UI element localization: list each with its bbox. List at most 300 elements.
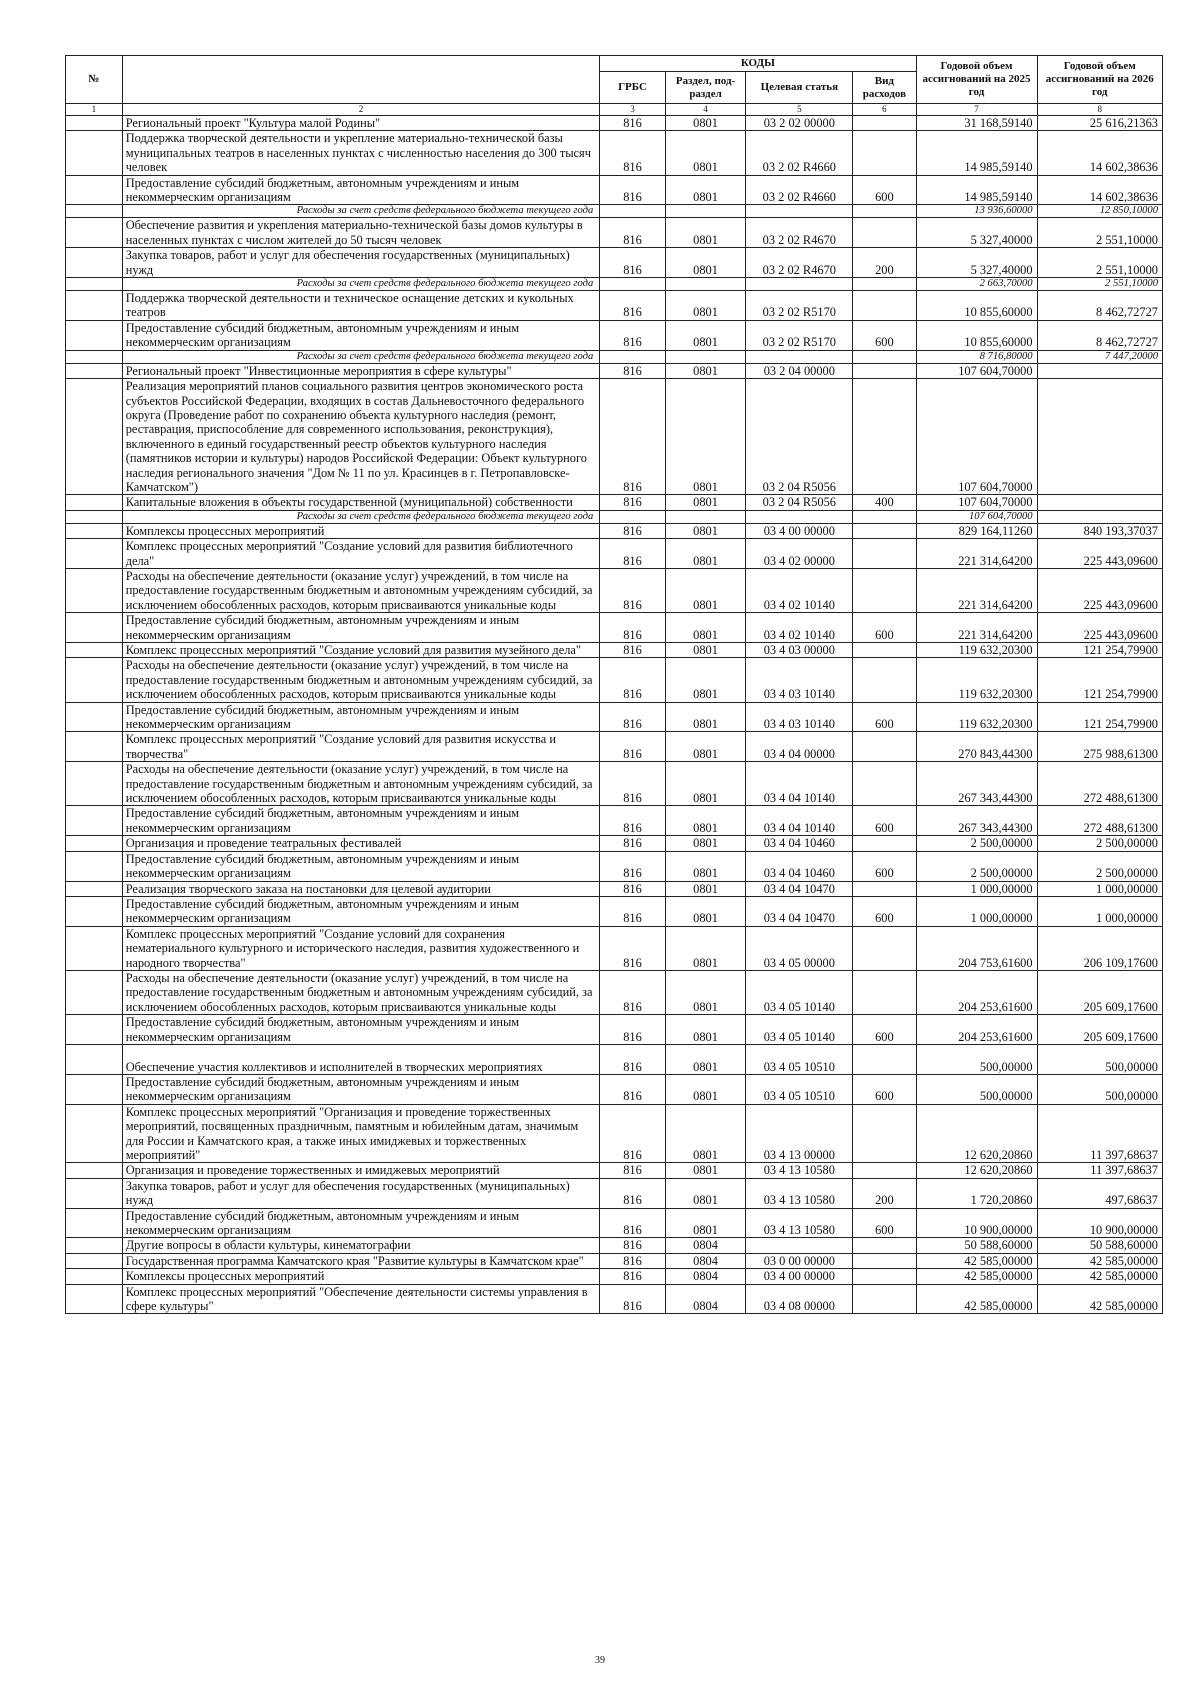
cell-target-article — [746, 278, 853, 291]
cell-expense-kind: 600 — [853, 806, 916, 836]
cell-volume-2025: 119 632,20300 — [916, 643, 1037, 658]
table-row — [66, 1208, 1163, 1238]
cell-volume-2026: 225 443,09600 — [1037, 613, 1162, 643]
header-colnum: 5 — [746, 104, 853, 116]
cell-volume-2026: 272 488,61300 — [1037, 806, 1162, 836]
cell-name: Расходы на обеспечение деятельности (оказание услуг) учреждений, в том числе на предоставление государственным бюджетным и автономным учреждениям субсидий, за исключением обособленных расходов, которым присваиваются уникальные коды — [122, 568, 600, 612]
table-row — [66, 1044, 1163, 1074]
cell-target-article: 03 4 04 10460 — [746, 851, 853, 881]
cell-expense-kind: 600 — [853, 613, 916, 643]
page-number: 39 — [595, 1655, 605, 1666]
cell-name: Предоставление субсидий бюджетным, автономным учреждениям и иным некоммерческим организациям — [122, 1208, 600, 1238]
cell-expense-kind: 600 — [853, 851, 916, 881]
table-row — [66, 248, 1163, 278]
cell-section: 0801 — [665, 806, 746, 836]
cell-section: 0801 — [665, 379, 746, 495]
cell-section: 0801 — [665, 836, 746, 851]
cell-volume-2026: 42 585,00000 — [1037, 1284, 1162, 1314]
cell-grbs: 816 — [600, 1104, 665, 1163]
table-row — [66, 568, 1163, 612]
cell-grbs: 816 — [600, 1044, 665, 1074]
cell-name: Предоставление субсидий бюджетным, автономным учреждениям и иным некоммерческим организациям — [122, 175, 600, 205]
cell-name: Обеспечение развития и укрепления материально-технической базы домов культуры в населенных пунктах с числом жителей до 50 тысяч человек — [122, 218, 600, 248]
table-row — [66, 806, 1163, 836]
cell-name: Обеспечение участия коллективов и исполнителей в творческих мероприятиях — [122, 1044, 600, 1074]
cell-number — [66, 613, 123, 643]
cell-grbs: 816 — [600, 568, 665, 612]
cell-expense-kind — [853, 762, 916, 806]
cell-volume-2026: 12 850,10000 — [1037, 205, 1162, 218]
cell-name: Комплексы процессных мероприятий — [122, 523, 600, 538]
cell-name: Предоставление субсидий бюджетным, автономным учреждениям и иным некоммерческим организациям — [122, 851, 600, 881]
cell-section — [665, 205, 746, 218]
cell-volume-2026: 25 616,21363 — [1037, 116, 1162, 131]
cell-volume-2025: 1 000,00000 — [916, 896, 1037, 926]
cell-section: 0801 — [665, 732, 746, 762]
cell-target-article: 03 4 05 00000 — [746, 926, 853, 970]
table-row — [66, 851, 1163, 881]
cell-number — [66, 643, 123, 658]
cell-volume-2026: 1 000,00000 — [1037, 881, 1162, 896]
cell-name: Организация и проведение театральных фестивалей — [122, 836, 600, 851]
cell-name: Комплекс процессных мероприятий "Создание условий для развития библиотечного дела" — [122, 539, 600, 569]
header-volume-2025: Годовой объем ассигнований на 2025 год — [916, 56, 1037, 104]
cell-target-article: 03 2 04 00000 — [746, 363, 853, 378]
cell-number — [66, 658, 123, 702]
cell-grbs: 816 — [600, 539, 665, 569]
cell-expense-kind — [853, 1284, 916, 1314]
cell-number — [66, 806, 123, 836]
cell-expense-kind — [853, 1163, 916, 1178]
cell-number — [66, 523, 123, 538]
cell-volume-2026: 8 462,72727 — [1037, 291, 1162, 321]
cell-expense-kind — [853, 643, 916, 658]
table-row — [66, 291, 1163, 321]
cell-section: 0801 — [665, 131, 746, 175]
cell-name: Предоставление субсидий бюджетным, автономным учреждениям и иным некоммерческим организациям — [122, 702, 600, 732]
cell-volume-2026: 11 397,68637 — [1037, 1104, 1162, 1163]
cell-section: 0801 — [665, 1178, 746, 1208]
cell-volume-2025: 5 327,40000 — [916, 218, 1037, 248]
table-row — [66, 926, 1163, 970]
cell-name: Предоставление субсидий бюджетным, автономным учреждениям и иным некоммерческим организациям — [122, 613, 600, 643]
cell-grbs: 816 — [600, 1269, 665, 1284]
cell-section: 0801 — [665, 320, 746, 350]
cell-expense-kind — [853, 205, 916, 218]
cell-target-article: 03 4 02 00000 — [746, 539, 853, 569]
cell-volume-2026: 225 443,09600 — [1037, 568, 1162, 612]
cell-number — [66, 131, 123, 175]
cell-number — [66, 510, 123, 523]
cell-target-article: 03 4 00 00000 — [746, 523, 853, 538]
cell-section: 0801 — [665, 643, 746, 658]
cell-volume-2025: 1 720,20860 — [916, 1178, 1037, 1208]
header-colnum: 3 — [600, 104, 665, 116]
cell-grbs: 816 — [600, 116, 665, 131]
cell-volume-2025: 12 620,20860 — [916, 1163, 1037, 1178]
cell-expense-kind: 600 — [853, 1074, 916, 1104]
cell-target-article: 03 2 02 R4670 — [746, 248, 853, 278]
cell-volume-2025: 2 663,70000 — [916, 278, 1037, 291]
cell-grbs: 816 — [600, 1208, 665, 1238]
cell-volume-2025: 2 500,00000 — [916, 851, 1037, 881]
cell-volume-2025: 12 620,20860 — [916, 1104, 1037, 1163]
cell-grbs: 816 — [600, 1284, 665, 1314]
cell-volume-2026: 121 254,79900 — [1037, 658, 1162, 702]
cell-expense-kind — [853, 363, 916, 378]
cell-grbs: 816 — [600, 643, 665, 658]
cell-target-article: 03 4 02 10140 — [746, 568, 853, 612]
cell-section: 0801 — [665, 523, 746, 538]
cell-section: 0801 — [665, 881, 746, 896]
cell-grbs: 816 — [600, 881, 665, 896]
header-colnum: 7 — [916, 104, 1037, 116]
cell-volume-2026 — [1037, 379, 1162, 495]
table-row — [66, 836, 1163, 851]
cell-grbs: 816 — [600, 702, 665, 732]
cell-number — [66, 320, 123, 350]
cell-target-article: 03 4 04 10470 — [746, 881, 853, 896]
table-header — [66, 56, 1163, 116]
cell-volume-2025: 42 585,00000 — [916, 1284, 1037, 1314]
cell-expense-kind — [853, 350, 916, 363]
cell-volume-2025: 107 604,70000 — [916, 363, 1037, 378]
cell-target-article: 03 2 02 R4660 — [746, 131, 853, 175]
cell-number — [66, 1269, 123, 1284]
cell-expense-kind — [853, 1253, 916, 1268]
cell-volume-2026: 2 500,00000 — [1037, 851, 1162, 881]
header-expense-kind: Вид расходов — [853, 72, 916, 104]
cell-grbs: 816 — [600, 1178, 665, 1208]
cell-expense-kind: 600 — [853, 1208, 916, 1238]
cell-section: 0801 — [665, 702, 746, 732]
cell-expense-kind — [853, 881, 916, 896]
cell-number — [66, 291, 123, 321]
cell-volume-2025: 2 500,00000 — [916, 836, 1037, 851]
cell-target-article: 03 4 03 10140 — [746, 702, 853, 732]
table-row — [66, 762, 1163, 806]
cell-volume-2026: 42 585,00000 — [1037, 1253, 1162, 1268]
header-name — [122, 56, 600, 104]
cell-section: 0801 — [665, 1044, 746, 1074]
table-row — [66, 320, 1163, 350]
cell-grbs: 816 — [600, 1163, 665, 1178]
cell-expense-kind — [853, 218, 916, 248]
cell-expense-kind: 600 — [853, 175, 916, 205]
cell-expense-kind — [853, 291, 916, 321]
cell-target-article: 03 2 04 R5056 — [746, 495, 853, 510]
cell-number — [66, 1178, 123, 1208]
cell-volume-2026: 225 443,09600 — [1037, 539, 1162, 569]
cell-grbs: 816 — [600, 523, 665, 538]
cell-volume-2025: 119 632,20300 — [916, 658, 1037, 702]
cell-target-article: 03 2 02 R5170 — [746, 320, 853, 350]
cell-name: Другие вопросы в области культуры, кинематографии — [122, 1238, 600, 1253]
cell-expense-kind — [853, 131, 916, 175]
cell-name: Комплекс процессных мероприятий "Обеспечение деятельности системы управления в сфере культуры" — [122, 1284, 600, 1314]
cell-volume-2026: 206 109,17600 — [1037, 926, 1162, 970]
cell-number — [66, 1208, 123, 1238]
cell-volume-2025: 42 585,00000 — [916, 1269, 1037, 1284]
cell-volume-2026: 205 609,17600 — [1037, 1015, 1162, 1045]
cell-section: 0801 — [665, 363, 746, 378]
cell-volume-2025: 107 604,70000 — [916, 510, 1037, 523]
cell-section: 0801 — [665, 291, 746, 321]
cell-name: Расходы на обеспечение деятельности (оказание услуг) учреждений, в том числе на предоставление государственным бюджетным и автономным учреждениям субсидий, за исключением обособленных расходов, которым присваиваются уникальные коды — [122, 970, 600, 1014]
cell-volume-2025: 50 588,60000 — [916, 1238, 1037, 1253]
cell-grbs: 816 — [600, 806, 665, 836]
cell-section: 0801 — [665, 658, 746, 702]
cell-volume-2026: 1 000,00000 — [1037, 896, 1162, 926]
header-colnum: 4 — [665, 104, 746, 116]
cell-section: 0801 — [665, 248, 746, 278]
cell-target-article: 03 4 03 10140 — [746, 658, 853, 702]
cell-section: 0801 — [665, 1074, 746, 1104]
cell-grbs — [600, 205, 665, 218]
cell-grbs: 816 — [600, 379, 665, 495]
cell-grbs: 816 — [600, 1015, 665, 1045]
cell-volume-2025: 107 604,70000 — [916, 379, 1037, 495]
cell-expense-kind: 600 — [853, 320, 916, 350]
cell-name: Комплекс процессных мероприятий "Организация и проведение торжественных мероприятий, посвященных праздничным, памятным и юбилейным датам, значимым для России и Камчатского края, а также иных имиджевых и торжественных мероприятий" — [122, 1104, 600, 1163]
cell-number — [66, 762, 123, 806]
cell-target-article — [746, 350, 853, 363]
header-section: Раздел, под-раздел — [665, 72, 746, 104]
cell-target-article — [746, 205, 853, 218]
cell-volume-2025: 500,00000 — [916, 1044, 1037, 1074]
cell-expense-kind — [853, 1104, 916, 1163]
cell-volume-2025: 10 855,60000 — [916, 320, 1037, 350]
cell-section: 0801 — [665, 896, 746, 926]
cell-expense-kind — [853, 278, 916, 291]
cell-section: 0801 — [665, 116, 746, 131]
cell-number — [66, 881, 123, 896]
cell-volume-2026: 205 609,17600 — [1037, 970, 1162, 1014]
cell-volume-2026: 14 602,38636 — [1037, 175, 1162, 205]
cell-name: Предоставление субсидий бюджетным, автономным учреждениям и иным некоммерческим организациям — [122, 806, 600, 836]
cell-number — [66, 896, 123, 926]
cell-volume-2025: 14 985,59140 — [916, 131, 1037, 175]
cell-target-article: 03 4 03 00000 — [746, 643, 853, 658]
cell-target-article: 03 4 13 10580 — [746, 1208, 853, 1238]
cell-expense-kind — [853, 970, 916, 1014]
table-row — [66, 1269, 1163, 1284]
cell-section: 0804 — [665, 1238, 746, 1253]
cell-number — [66, 1284, 123, 1314]
cell-section: 0801 — [665, 926, 746, 970]
cell-name: Комплексы процессных мероприятий — [122, 1269, 600, 1284]
cell-volume-2026: 497,68637 — [1037, 1178, 1162, 1208]
cell-volume-2026: 7 447,20000 — [1037, 350, 1162, 363]
cell-target-article: 03 4 13 10580 — [746, 1178, 853, 1208]
cell-section: 0801 — [665, 762, 746, 806]
cell-volume-2025: 270 843,44300 — [916, 732, 1037, 762]
cell-volume-2026: 272 488,61300 — [1037, 762, 1162, 806]
table-row — [66, 881, 1163, 896]
cell-section: 0801 — [665, 495, 746, 510]
cell-target-article: 03 4 00 00000 — [746, 1269, 853, 1284]
cell-name: Предоставление субсидий бюджетным, автономным учреждениям и иным некоммерческим организациям — [122, 320, 600, 350]
table-row — [66, 896, 1163, 926]
cell-expense-kind — [853, 1238, 916, 1253]
cell-name: Поддержка творческой деятельности и укрепление материально-технической базы муниципальных театров в населенных пунктах с численностью населения до 300 тысяч человек — [122, 131, 600, 175]
cell-number — [66, 116, 123, 131]
cell-section: 0804 — [665, 1253, 746, 1268]
cell-expense-kind — [853, 1044, 916, 1074]
cell-name: Комплекс процессных мероприятий "Создание условий для сохранения нематериального культурного и исторического наследия, развития художественного и народного творчества" — [122, 926, 600, 970]
cell-number — [66, 970, 123, 1014]
cell-target-article: 03 4 02 10140 — [746, 613, 853, 643]
cell-expense-kind — [853, 568, 916, 612]
cell-target-article: 03 4 05 10140 — [746, 1015, 853, 1045]
budget-table — [65, 55, 1163, 1314]
cell-name: Расходы за счет средств федерального бюджета текущего года — [122, 510, 600, 523]
cell-expense-kind: 200 — [853, 1178, 916, 1208]
cell-expense-kind — [853, 658, 916, 702]
cell-volume-2025: 829 164,11260 — [916, 523, 1037, 538]
cell-grbs — [600, 510, 665, 523]
cell-number — [66, 926, 123, 970]
cell-volume-2025: 119 632,20300 — [916, 702, 1037, 732]
header-colnum: 2 — [122, 104, 600, 116]
cell-number — [66, 363, 123, 378]
cell-number — [66, 1238, 123, 1253]
cell-volume-2025: 204 253,61600 — [916, 970, 1037, 1014]
cell-volume-2025: 31 168,59140 — [916, 116, 1037, 131]
cell-section — [665, 350, 746, 363]
cell-name: Региональный проект "Инвестиционные мероприятия в сфере культуры" — [122, 363, 600, 378]
cell-target-article — [746, 1238, 853, 1253]
cell-number — [66, 836, 123, 851]
header-volume-2026: Годовой объем ассигнований на 2026 год — [1037, 56, 1162, 104]
cell-expense-kind — [853, 379, 916, 495]
cell-expense-kind: 600 — [853, 702, 916, 732]
cell-target-article: 03 4 04 00000 — [746, 732, 853, 762]
table-row — [66, 732, 1163, 762]
cell-section: 0801 — [665, 1015, 746, 1045]
cell-section: 0804 — [665, 1284, 746, 1314]
table-row — [66, 175, 1163, 205]
cell-target-article: 03 2 02 00000 — [746, 116, 853, 131]
header-codes: КОДЫ — [600, 56, 916, 72]
table-row — [66, 1178, 1163, 1208]
cell-volume-2026: 2 500,00000 — [1037, 836, 1162, 851]
cell-volume-2025: 221 314,64200 — [916, 539, 1037, 569]
cell-expense-kind — [853, 732, 916, 762]
cell-volume-2025: 1 000,00000 — [916, 881, 1037, 896]
cell-target-article: 03 2 02 R5170 — [746, 291, 853, 321]
cell-number — [66, 350, 123, 363]
cell-name: Закупка товаров, работ и услуг для обеспечения государственных (муниципальных) нужд — [122, 1178, 600, 1208]
cell-grbs: 816 — [600, 1238, 665, 1253]
cell-section: 0801 — [665, 851, 746, 881]
cell-expense-kind: 600 — [853, 896, 916, 926]
cell-expense-kind — [853, 523, 916, 538]
cell-grbs: 816 — [600, 613, 665, 643]
cell-grbs: 816 — [600, 732, 665, 762]
cell-target-article: 03 4 05 10510 — [746, 1074, 853, 1104]
cell-number — [66, 568, 123, 612]
cell-number — [66, 278, 123, 291]
cell-section: 0801 — [665, 1163, 746, 1178]
cell-volume-2026: 2 551,10000 — [1037, 278, 1162, 291]
cell-volume-2026: 11 397,68637 — [1037, 1163, 1162, 1178]
cell-number — [66, 1074, 123, 1104]
cell-volume-2026: 2 551,10000 — [1037, 248, 1162, 278]
table-row — [66, 1253, 1163, 1268]
header-number: № — [66, 56, 123, 104]
table-row — [66, 1163, 1163, 1178]
cell-number — [66, 175, 123, 205]
cell-volume-2026 — [1037, 510, 1162, 523]
cell-name: Расходы за счет средств федерального бюджета текущего года — [122, 278, 600, 291]
cell-section — [665, 510, 746, 523]
cell-volume-2025: 10 855,60000 — [916, 291, 1037, 321]
table-row — [66, 539, 1163, 569]
header-colnum: 8 — [1037, 104, 1162, 116]
cell-volume-2025: 267 343,44300 — [916, 806, 1037, 836]
cell-section: 0801 — [665, 539, 746, 569]
cell-volume-2026: 10 900,00000 — [1037, 1208, 1162, 1238]
cell-grbs: 816 — [600, 926, 665, 970]
table-row — [66, 523, 1163, 538]
cell-section: 0801 — [665, 970, 746, 1014]
cell-expense-kind — [853, 926, 916, 970]
cell-section: 0804 — [665, 1269, 746, 1284]
header-target-article: Целевая статья — [746, 72, 853, 104]
cell-target-article: 03 0 00 00000 — [746, 1253, 853, 1268]
cell-section: 0801 — [665, 568, 746, 612]
cell-volume-2026 — [1037, 363, 1162, 378]
cell-volume-2026: 500,00000 — [1037, 1044, 1162, 1074]
cell-number — [66, 379, 123, 495]
cell-grbs: 816 — [600, 248, 665, 278]
cell-volume-2026: 121 254,79900 — [1037, 643, 1162, 658]
cell-grbs: 816 — [600, 1253, 665, 1268]
cell-number — [66, 702, 123, 732]
cell-target-article: 03 4 04 10460 — [746, 836, 853, 851]
table-row — [66, 970, 1163, 1014]
cell-name: Расходы за счет средств федерального бюджета текущего года — [122, 205, 600, 218]
note-row — [66, 278, 1163, 291]
cell-name: Реализация творческого заказа на постановки для целевой аудитории — [122, 881, 600, 896]
table-row — [66, 116, 1163, 131]
cell-target-article: 03 4 05 10510 — [746, 1044, 853, 1074]
cell-volume-2025: 13 936,60000 — [916, 205, 1037, 218]
table-row — [66, 1104, 1163, 1163]
cell-section — [665, 278, 746, 291]
cell-name: Предоставление субсидий бюджетным, автономным учреждениям и иным некоммерческим организациям — [122, 1015, 600, 1045]
cell-number — [66, 1104, 123, 1163]
cell-target-article: 03 4 08 00000 — [746, 1284, 853, 1314]
table-row — [66, 1015, 1163, 1045]
table-row — [66, 131, 1163, 175]
cell-target-article: 03 4 05 10140 — [746, 970, 853, 1014]
cell-number — [66, 495, 123, 510]
cell-name: Государственная программа Камчатского края "Развитие культуры в Камчатском крае" — [122, 1253, 600, 1268]
cell-number — [66, 218, 123, 248]
table-row — [66, 643, 1163, 658]
cell-volume-2026: 2 551,10000 — [1037, 218, 1162, 248]
cell-grbs: 816 — [600, 363, 665, 378]
cell-expense-kind — [853, 510, 916, 523]
cell-volume-2025: 204 253,61600 — [916, 1015, 1037, 1045]
cell-name: Организация и проведение торжественных и имиджевых мероприятий — [122, 1163, 600, 1178]
cell-grbs: 816 — [600, 320, 665, 350]
cell-section: 0801 — [665, 175, 746, 205]
cell-name: Предоставление субсидий бюджетным, автономным учреждениям и иным некоммерческим организациям — [122, 896, 600, 926]
cell-volume-2025: 5 327,40000 — [916, 248, 1037, 278]
